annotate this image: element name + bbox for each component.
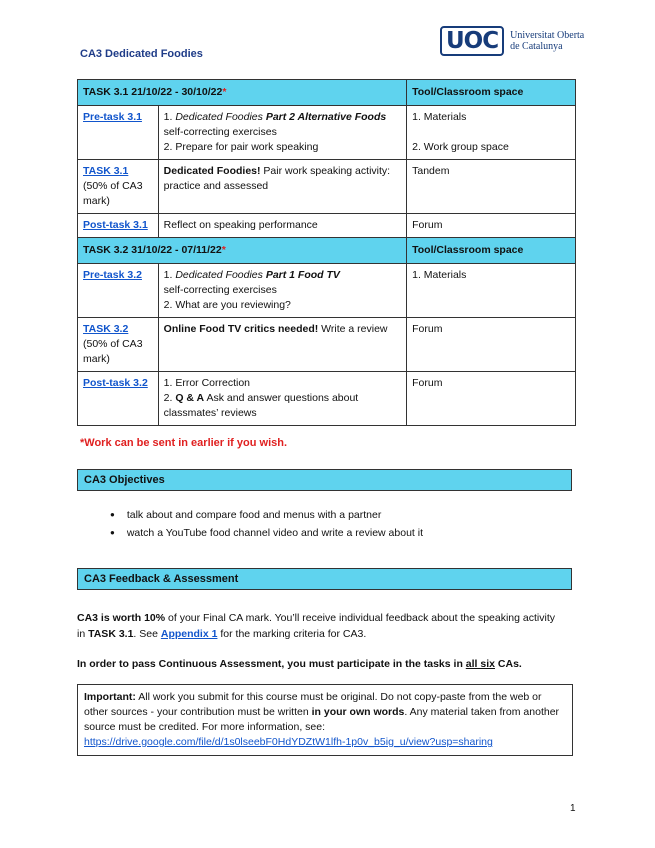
post-task-3-1-link[interactable]: Post-task 3.1 (83, 219, 148, 231)
row-tool: 1. Materials 2. Work group space (407, 106, 576, 160)
list-item: ● talk about and compare food and menus with a partner (110, 509, 423, 522)
pre-task-3-2-link[interactable]: Pre-task 3.2 (83, 269, 142, 281)
tool-header: Tool/Classroom space (407, 238, 576, 264)
feedback-paragraph: CA3 is worth 10% of your Final CA mark. You’ll receive individual feedback about the speaking activity in TASK 3.1. See Appendix 1 for the marking criteria for CA3. (77, 612, 555, 640)
document-title: CA3 Dedicated Foodies (80, 48, 203, 60)
table-row: TASK 3.2 (50% of CA3 mark) Online Food TV critics needed! Write a review Forum (78, 318, 576, 372)
row-description: 1. Error Correction 2. Q & A Ask and answer questions about classmates’ reviews (158, 372, 406, 426)
submission-note: *Work can be sent in earlier if you wish. (80, 437, 288, 449)
objectives-list (110, 509, 423, 545)
table-row (78, 106, 576, 160)
row-tool: Forum (407, 214, 576, 238)
important-notice: Important: All work you submit for this course must be original. Do not copy-paste from the web or other sources - your contribution must be written in your own words. Any material taken from another source must be credited. For more information, see: https://drive.google.com/file/d/1s0lseebF0HdYDZtW1lfh-1p0v_b5ig_u/view?usp=sharing (77, 684, 573, 756)
row-description: 1. Dedicated Foodies Part 1 Food TV self-correcting exercises 2. What are you reviewing? (158, 264, 406, 318)
table-header-row (78, 238, 576, 264)
row-tool: Forum (407, 318, 576, 372)
tasks-table (77, 79, 576, 426)
logo-text (510, 30, 584, 52)
table-row (78, 372, 576, 426)
task-3-2-header: TASK 3.2 31/10/22 - 07/11/22* (78, 238, 407, 264)
logo-mark: UOC (440, 26, 504, 56)
task-3-2-link[interactable]: TASK 3.2 (83, 323, 129, 335)
logo-line-2: de Catalunya (510, 41, 563, 52)
row-description: 1. Dedicated Foodies Part 2 Alternative Foods self-correcting exercises 2. Prepare for pair work speaking (158, 106, 406, 160)
row-description: Online Food TV critics needed! Write a review (158, 318, 406, 372)
objectives-title: CA3 Objectives (77, 469, 572, 491)
task-3-1-header: TASK 3.1 21/10/22 - 30/10/22* (78, 80, 407, 106)
row-description: Reflect on speaking performance (158, 214, 406, 238)
row-tool: Tandem (407, 160, 576, 214)
logo-line-1: Universitat Oberta (510, 30, 585, 41)
drive-link[interactable]: https://drive.google.com/file/d/1s0lseebF0HdYDZtW1lfh-1p0v_b5ig_u/view?usp=sharing (84, 736, 493, 748)
table-row (78, 214, 576, 238)
list-item: ● watch a YouTube food channel video and write a review about it (110, 527, 423, 540)
task-3-1-link[interactable]: TASK 3.1 (83, 165, 129, 177)
table-header-row (78, 80, 576, 106)
pre-task-3-1-link[interactable]: Pre-task 3.1 (83, 111, 142, 123)
appendix-1-link[interactable]: Appendix 1 (160, 628, 218, 640)
row-tool: Forum (407, 372, 576, 426)
row-tool: 1. Materials (407, 264, 576, 318)
table-row: TASK 3.1 (50% of CA3 mark) Dedicated Foodies! Pair work speaking activity: practice and assessed Tandem (78, 160, 576, 214)
tool-header: Tool/Classroom space (407, 80, 576, 106)
post-task-3-2-link[interactable]: Post-task 3.2 (83, 377, 148, 389)
feedback-title: CA3 Feedback & Assessment (77, 568, 572, 590)
row-description: Dedicated Foodies! Pair work speaking activity: practice and assessed (158, 160, 406, 214)
page-number: 1 (570, 803, 576, 814)
pass-requirement: In order to pass Continuous Assessment, you must participate in the tasks in all six CAs. (77, 658, 522, 670)
table-row (78, 264, 576, 318)
uoc-logo (440, 26, 584, 56)
